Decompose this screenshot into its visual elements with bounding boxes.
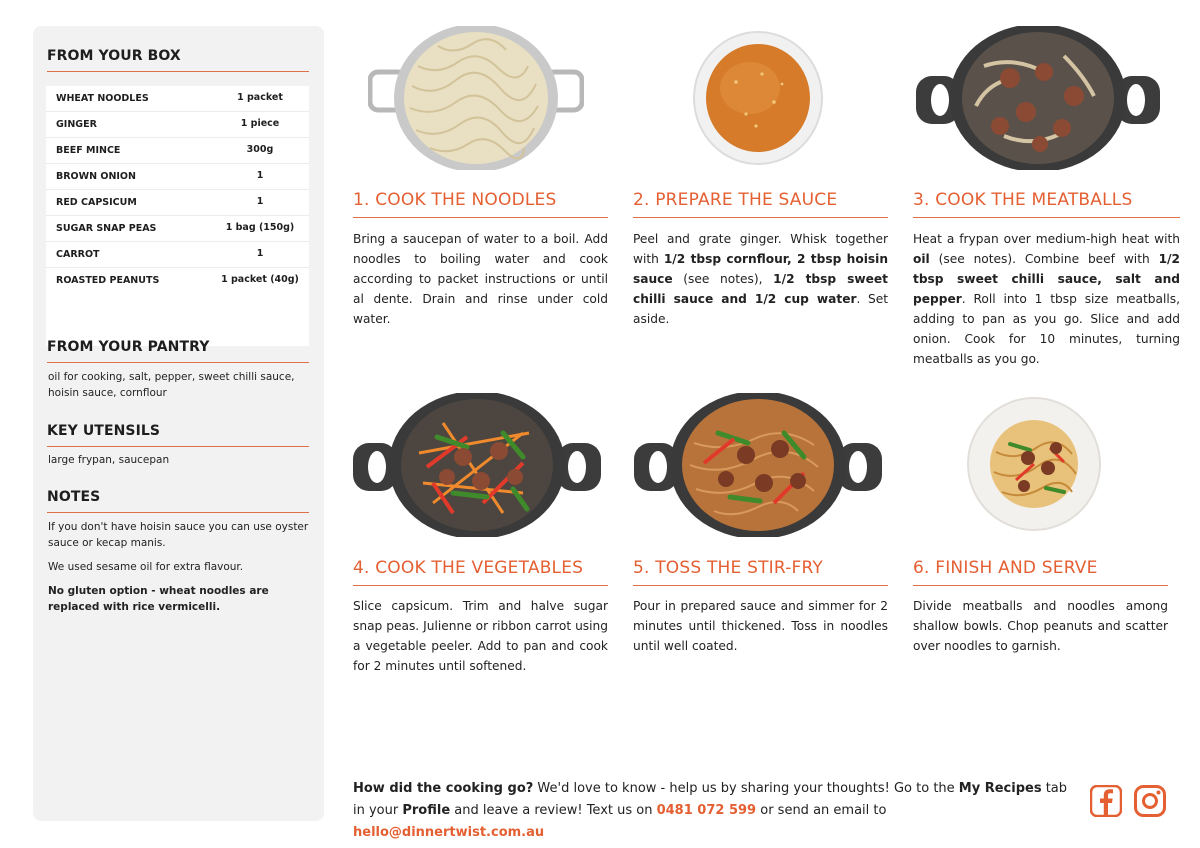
ingredient-name: BEEF MINCE [56, 145, 121, 156]
divider [47, 71, 309, 72]
step-4-title: 4. COOK THE VEGETABLES [353, 558, 584, 578]
instagram-icon[interactable] [1134, 785, 1166, 817]
ingredient-qty: 1 piece [240, 118, 280, 129]
text-run: (see notes), [672, 272, 774, 286]
divider [633, 217, 888, 218]
divider [353, 217, 608, 218]
stir-fry-pan-photo [634, 393, 882, 537]
plated-dish-photo [966, 396, 1102, 532]
bold-text: oil [913, 252, 930, 266]
text-run: tab in your [353, 781, 1068, 818]
from-your-box-heading: FROM YOUR BOX [47, 48, 181, 64]
sauce-bowl-photo [692, 26, 824, 166]
step-6-title: 6. FINISH AND SERVE [913, 558, 1098, 578]
step-1-instructions [353, 229, 608, 329]
note: If you don't have hoisin sauce you can use oyster sauce or kecap manis. [48, 521, 309, 549]
step-5-instructions [633, 596, 888, 656]
divider [913, 585, 1168, 586]
bold-text: My Recipes [958, 781, 1042, 796]
text-run: Divide meatballs and noodles among shallow bowls. Chop peanuts and scatter over noodles to garnish. [913, 599, 1168, 653]
notes-heading: NOTES [47, 489, 101, 505]
text-run: Pour in prepared sauce and simmer for 2 minutes until thickened. Toss in noodles until well coated. [633, 599, 888, 653]
from-your-pantry-heading: FROM YOUR PANTRY [47, 339, 210, 355]
divider [47, 446, 309, 447]
divider [633, 585, 888, 586]
text-run: Peel and grate ginger. Whisk together with [633, 232, 888, 266]
bold-text: How did the cooking go? [353, 781, 534, 796]
text-run: (see notes). Combine beef with [929, 252, 1159, 266]
text-run: . Set aside. [633, 292, 888, 326]
ingredient-row [46, 268, 309, 294]
noodles-colander-photo [368, 26, 584, 170]
divider [47, 362, 309, 363]
step-5-title: 5. TOSS THE STIR-FRY [633, 558, 824, 578]
note-gluten-free: No gluten option - wheat noodles are replaced with rice vermicelli. [48, 585, 269, 613]
note: We used sesame oil for extra flavour. [48, 561, 244, 573]
step-3-title: 3. COOK THE MEATBALLS [913, 190, 1133, 210]
contact-link[interactable]: hello@dinnertwist.com.au [353, 825, 545, 840]
ingredient-name: RED CAPSICUM [56, 197, 137, 208]
meatballs-pan-photo [914, 26, 1162, 170]
ingredients-sidebar [33, 26, 324, 821]
ingredient-row [46, 138, 309, 164]
ingredient-name: ROASTED PEANUTS [56, 275, 160, 286]
text-run: or send an email to [756, 803, 887, 818]
ingredient-name: GINGER [56, 119, 97, 130]
ingredient-row [46, 112, 309, 138]
text-run: We'd love to know - help us by sharing your thoughts! Go to the [533, 781, 959, 796]
ingredient-qty: 1 [256, 248, 264, 259]
step-1-title: 1. COOK THE NOODLES [353, 190, 557, 210]
from-your-box-table [46, 86, 309, 346]
ingredient-qty: 1 bag (150g) [225, 222, 295, 233]
step-2-title: 2. PREPARE THE SAUCE [633, 190, 838, 210]
ingredient-row [46, 190, 309, 216]
ingredient-row [46, 86, 309, 112]
text-run: Slice capsicum. Trim and halve sugar snap peas. Julienne or ribbon carrot using a vegetable peeler. Add to pan and cook for 2 minutes until softened. [353, 599, 608, 673]
divider [47, 512, 309, 513]
ingredient-row [46, 164, 309, 190]
ingredient-name: SUGAR SNAP PEAS [56, 223, 157, 234]
text-run: Heat a frypan over medium-high heat with [913, 232, 1180, 246]
bold-text: 1/2 tbsp sweet chilli sauce, salt and pepper [913, 252, 1180, 306]
facebook-icon[interactable] [1090, 785, 1122, 817]
step-3-instructions [913, 229, 1180, 369]
step-4-instructions [353, 596, 608, 676]
bold-text: 1/2 tbsp cornflour, 2 tbsp hoisin sauce [633, 252, 888, 286]
bold-text: Profile [402, 803, 451, 818]
key-utensils-heading: KEY UTENSILS [47, 423, 161, 439]
step-2-instructions [633, 229, 888, 329]
text-run: and leave a review! Text us on [450, 803, 657, 818]
ingredient-qty: 1 [256, 196, 264, 207]
ingredient-row [46, 216, 309, 242]
ingredient-qty: 1 [256, 170, 264, 181]
ingredient-row [46, 242, 309, 268]
ingredient-name: CARROT [56, 249, 100, 260]
utensils-text: large frypan, saucepan [48, 454, 170, 466]
ingredient-qty: 300g [246, 144, 274, 155]
divider [913, 217, 1180, 218]
contact-link[interactable]: 0481 072 599 [656, 803, 757, 818]
ingredient-name: BROWN ONION [56, 171, 136, 182]
bold-text: 1/2 tbsp sweet chilli sauce and 1/2 cup water [633, 272, 888, 306]
step-6-instructions [913, 596, 1168, 656]
text-run: Bring a saucepan of water to a boil. Add noodles to boiling water and cook according to packet instructions or until al dente. Drain and rinse under cold water. [353, 232, 608, 326]
divider [353, 585, 608, 586]
vegetables-pan-photo [353, 393, 601, 537]
text-run: . Roll into 1 tbsp size meatballs, adding to pan as you go. Slice and add onion. Cook for 10 minutes, turning meatballs as you go. [913, 292, 1180, 366]
ingredient-qty: 1 packet (40g) [221, 274, 299, 285]
ingredient-qty: 1 packet [237, 92, 283, 103]
pantry-text: oil for cooking, salt, pepper, sweet chilli sauce, hoisin sauce, cornflour [48, 371, 295, 399]
ingredient-name: WHEAT NOODLES [56, 93, 149, 104]
feedback-footer [353, 778, 1073, 844]
